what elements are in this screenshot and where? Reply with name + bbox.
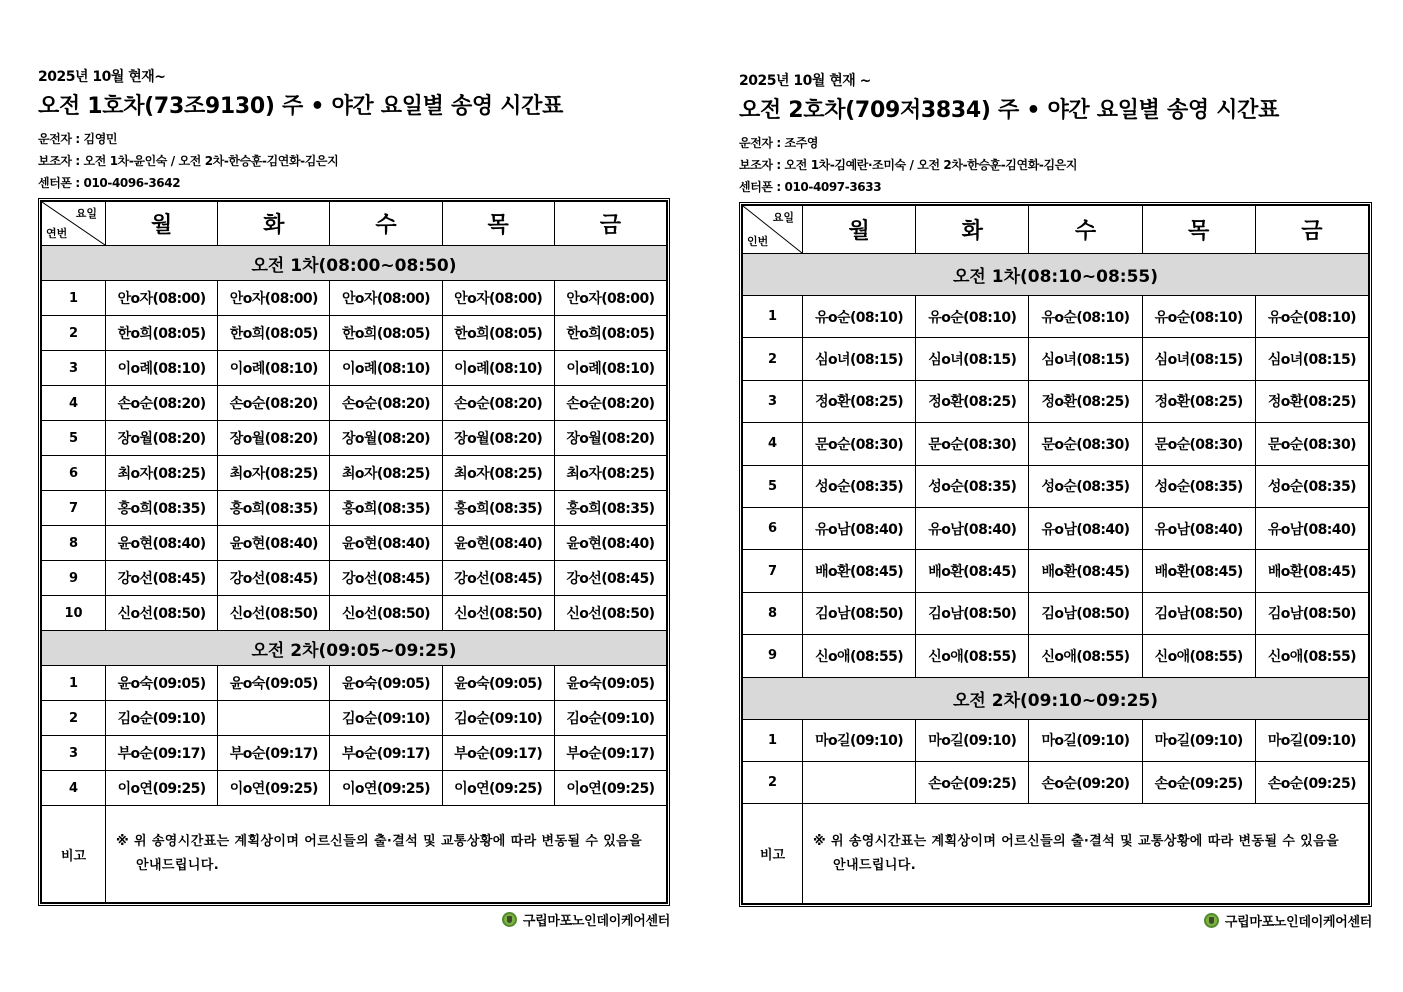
pickup-cell: 신o애(08:55) [916, 635, 1029, 677]
pickup-cell: 강o선(08:45) [554, 561, 666, 596]
row-number: 3 [42, 736, 106, 771]
table-row [743, 423, 1369, 465]
pickup-cell: 손o순(09:20) [1029, 761, 1142, 803]
section-header-row [42, 631, 667, 666]
pickup-cell: 유o순(08:10) [803, 296, 916, 338]
pickup-cell: 강o선(08:45) [106, 561, 218, 596]
pickup-cell: 강o선(08:45) [330, 561, 442, 596]
pickup-cell: 부o순(09:17) [442, 736, 554, 771]
center-phone: 센터폰 : 010-4097-3633 [739, 180, 882, 194]
corner-header [743, 206, 803, 254]
schedule-table [41, 201, 667, 903]
note-cell [106, 806, 667, 903]
row-number: 2 [42, 701, 106, 736]
pickup-cell: 배o환(08:45) [1029, 550, 1142, 592]
row-number: 1 [42, 666, 106, 701]
pickup-cell: 성o순(08:35) [803, 465, 916, 507]
pickup-cell: 윤o현(08:40) [442, 526, 554, 561]
pickup-cell: 심o녀(08:15) [803, 338, 916, 380]
pickup-cell: 한o희(08:05) [442, 316, 554, 351]
row-number: 6 [42, 456, 106, 491]
pickup-cell: 마o길(09:10) [803, 719, 916, 761]
table-row [743, 338, 1369, 380]
note-row [743, 804, 1369, 904]
pickup-cell: 심o녀(08:15) [1029, 338, 1142, 380]
table-row [42, 386, 667, 421]
note-label: 비고 [42, 806, 106, 903]
pickup-cell: 윤o숙(09:05) [218, 666, 330, 701]
pickup-cell: 유o남(08:40) [1029, 507, 1142, 549]
section-label: 오전 2차(09:10~09:25) [743, 677, 1369, 719]
pickup-cell: 홍o희(08:35) [554, 491, 666, 526]
pickup-cell: 배o환(08:45) [1142, 550, 1255, 592]
day-header-wed: 수 [330, 202, 442, 246]
pickup-cell: 손o순(08:20) [554, 386, 666, 421]
pickup-cell: 한o희(08:05) [554, 316, 666, 351]
schedule-table-frame [739, 202, 1372, 907]
pickup-cell: 최o자(08:25) [330, 456, 442, 491]
pickup-cell: 부o순(09:17) [106, 736, 218, 771]
pickup-cell [803, 761, 916, 803]
note-cell [803, 804, 1369, 904]
pickup-cell: 윤o숙(09:05) [554, 666, 666, 701]
pickup-cell [218, 701, 330, 736]
center-name: 구립마포노인데이케어센터 [522, 914, 670, 929]
pickup-cell: 유o남(08:40) [916, 507, 1029, 549]
section-header-row [743, 677, 1369, 719]
row-number: 7 [42, 491, 106, 526]
row-number: 7 [743, 550, 803, 592]
row-number: 2 [743, 338, 803, 380]
note-label: 비고 [743, 804, 803, 904]
row-number: 5 [743, 465, 803, 507]
pickup-cell: 신o애(08:55) [1142, 635, 1255, 677]
pickup-cell: 문o순(08:30) [1142, 423, 1255, 465]
page-title: 오전 1호차(73조9130) 주 • 야간 요일별 송영 시간표 [38, 94, 564, 119]
pickup-cell: 문o순(08:30) [803, 423, 916, 465]
pickup-cell: 한o희(08:05) [218, 316, 330, 351]
table-row [743, 761, 1369, 803]
row-number: 10 [42, 596, 106, 631]
table-row [42, 736, 667, 771]
pickup-cell: 신o선(08:50) [554, 596, 666, 631]
pickup-cell: 이o례(08:10) [442, 351, 554, 386]
row-number: 1 [743, 296, 803, 338]
pickup-cell: 장o월(08:20) [106, 421, 218, 456]
pickup-cell: 정o환(08:25) [1255, 380, 1368, 422]
schedule-table [742, 205, 1369, 904]
day-header-fri: 금 [1255, 206, 1368, 254]
table-row [743, 719, 1369, 761]
pickup-cell: 부o순(09:17) [330, 736, 442, 771]
pickup-cell: 신o애(08:55) [1029, 635, 1142, 677]
pickup-cell: 장o월(08:20) [330, 421, 442, 456]
row-number: 6 [743, 507, 803, 549]
table-row [743, 550, 1369, 592]
note-text: ※ 위 송영시간표는 계획상이며 어르신들의 출·결석 및 교통상황에 따라 변동될 수 있음을 안내드립니다. [116, 834, 643, 873]
pickup-cell: 성o순(08:35) [916, 465, 1029, 507]
pickup-cell: 성o순(08:35) [1255, 465, 1368, 507]
section-header-row [42, 246, 667, 281]
section-header-row [743, 254, 1369, 296]
table-row [42, 596, 667, 631]
pickup-cell: 심o녀(08:15) [916, 338, 1029, 380]
center-phone: 센터폰 : 010-4096-3642 [38, 176, 181, 190]
assistant-info: 보조자 : 오전 1차-김예란·조미숙 / 오전 2차-한승훈-김연화-김은지 [739, 158, 1078, 172]
corner-number-label: 인번 [747, 235, 769, 248]
table-header-row [42, 202, 667, 246]
pickup-cell: 김o남(08:50) [1142, 592, 1255, 634]
table-row [42, 666, 667, 701]
pickup-cell: 최o자(08:25) [106, 456, 218, 491]
pickup-cell: 신o선(08:50) [330, 596, 442, 631]
row-number: 8 [743, 592, 803, 634]
day-header-fri: 금 [554, 202, 666, 246]
corner-number-label: 연번 [46, 227, 68, 240]
table-row [743, 592, 1369, 634]
pickup-cell: 안o자(08:00) [330, 281, 442, 316]
schedule-panel-car2 [739, 70, 1372, 933]
table-row [42, 526, 667, 561]
table-row [42, 491, 667, 526]
pickup-cell: 유o남(08:40) [1142, 507, 1255, 549]
pickup-cell: 정o환(08:25) [1142, 380, 1255, 422]
row-number: 4 [42, 386, 106, 421]
pickup-cell: 문o순(08:30) [916, 423, 1029, 465]
pickup-cell: 문o순(08:30) [1029, 423, 1142, 465]
day-header-mon: 월 [106, 202, 218, 246]
pickup-cell: 유o순(08:10) [916, 296, 1029, 338]
pickup-cell: 김o남(08:50) [803, 592, 916, 634]
row-number: 4 [743, 423, 803, 465]
pickup-cell: 손o순(08:20) [106, 386, 218, 421]
pickup-cell: 안o자(08:00) [442, 281, 554, 316]
section-label: 오전 1차(08:10~08:55) [743, 254, 1369, 296]
pickup-cell: 마o길(09:10) [1029, 719, 1142, 761]
pickup-cell: 유o순(08:10) [1029, 296, 1142, 338]
pickup-cell: 윤o숙(09:05) [442, 666, 554, 701]
table-row [42, 456, 667, 491]
pickup-cell: 최o자(08:25) [218, 456, 330, 491]
pickup-cell: 이o례(08:10) [218, 351, 330, 386]
row-number: 2 [42, 316, 106, 351]
pickup-cell: 장o월(08:20) [218, 421, 330, 456]
day-header-mon: 월 [803, 206, 916, 254]
pickup-cell: 신o선(08:50) [106, 596, 218, 631]
table-row [743, 296, 1369, 338]
pickup-cell: 정o환(08:25) [803, 380, 916, 422]
pickup-cell: 김o순(09:10) [330, 701, 442, 736]
pickup-cell: 마o길(09:10) [1255, 719, 1368, 761]
table-header-row [743, 206, 1369, 254]
day-header-tue: 화 [916, 206, 1029, 254]
pickup-cell: 정o환(08:25) [916, 380, 1029, 422]
corner-day-label: 요일 [772, 211, 794, 224]
pickup-cell: 손o순(09:25) [916, 761, 1029, 803]
row-number: 3 [743, 380, 803, 422]
pickup-cell: 유o남(08:40) [803, 507, 916, 549]
pickup-cell: 윤o숙(09:05) [330, 666, 442, 701]
pickup-cell: 부o순(09:17) [554, 736, 666, 771]
pickup-cell: 손o순(08:20) [442, 386, 554, 421]
table-row [42, 421, 667, 456]
pickup-cell: 안o자(08:00) [106, 281, 218, 316]
pickup-cell: 강o선(08:45) [442, 561, 554, 596]
pickup-cell: 이o례(08:10) [554, 351, 666, 386]
corner-header [42, 202, 106, 246]
row-number: 1 [42, 281, 106, 316]
table-row [42, 771, 667, 806]
pickup-cell: 신o선(08:50) [218, 596, 330, 631]
pickup-cell: 김o순(09:10) [106, 701, 218, 736]
pickup-cell: 부o순(09:17) [218, 736, 330, 771]
pickup-cell: 정o환(08:25) [1029, 380, 1142, 422]
pickup-cell: 윤o현(08:40) [554, 526, 666, 561]
pickup-cell: 강o선(08:45) [218, 561, 330, 596]
pickup-cell: 성o순(08:35) [1142, 465, 1255, 507]
table-row [42, 351, 667, 386]
table-row [42, 316, 667, 351]
pickup-cell: 배o환(08:45) [916, 550, 1029, 592]
section-label: 오전 1차(08:00~08:50) [42, 246, 667, 281]
pickup-cell: 한o희(08:05) [106, 316, 218, 351]
table-row [743, 635, 1369, 677]
pickup-cell: 이o연(09:25) [330, 771, 442, 806]
page-title: 오전 2호차(709저3834) 주 • 야간 요일별 송영 시간표 [739, 98, 1280, 123]
pickup-cell: 홍o희(08:35) [106, 491, 218, 526]
pickup-cell: 배o환(08:45) [803, 550, 916, 592]
pickup-cell: 손o순(09:25) [1255, 761, 1368, 803]
pickup-cell: 윤o현(08:40) [218, 526, 330, 561]
pickup-cell: 마o길(09:10) [916, 719, 1029, 761]
pickup-cell: 마o길(09:10) [1142, 719, 1255, 761]
driver-info: 운전자 : 조주영 [739, 136, 819, 150]
pickup-cell: 안o자(08:00) [218, 281, 330, 316]
pickup-cell: 윤o현(08:40) [106, 526, 218, 561]
center-footer [38, 912, 670, 932]
driver-info: 운전자 : 김영민 [38, 132, 118, 146]
pickup-cell: 김o남(08:50) [916, 592, 1029, 634]
center-logo-icon [502, 912, 517, 927]
as-of-date: 2025년 10월 현재~ [38, 69, 166, 85]
pickup-cell: 안o자(08:00) [554, 281, 666, 316]
corner-day-label: 요일 [75, 207, 97, 220]
pickup-cell: 이o례(08:10) [330, 351, 442, 386]
table-row [743, 380, 1369, 422]
pickup-cell: 홍o희(08:35) [442, 491, 554, 526]
pickup-cell: 김o순(09:10) [554, 701, 666, 736]
pickup-cell: 성o순(08:35) [1029, 465, 1142, 507]
pickup-cell: 유o남(08:40) [1255, 507, 1368, 549]
table-row [743, 465, 1369, 507]
pickup-cell: 김o순(09:10) [442, 701, 554, 736]
pickup-cell: 신o선(08:50) [442, 596, 554, 631]
pickup-cell: 김o남(08:50) [1029, 592, 1142, 634]
row-number: 4 [42, 771, 106, 806]
row-number: 9 [42, 561, 106, 596]
note-row [42, 806, 667, 903]
pickup-cell: 이o연(09:25) [442, 771, 554, 806]
pickup-cell: 이o연(09:25) [554, 771, 666, 806]
pickup-cell: 최o자(08:25) [554, 456, 666, 491]
row-number: 8 [42, 526, 106, 561]
pickup-cell: 신o애(08:55) [1255, 635, 1368, 677]
pickup-cell: 홍o희(08:35) [218, 491, 330, 526]
as-of-date: 2025년 10월 현재 ~ [739, 73, 871, 89]
pickup-cell: 이o연(09:25) [106, 771, 218, 806]
pickup-cell: 손o순(09:25) [1142, 761, 1255, 803]
assistant-info: 보조자 : 오전 1차-윤인숙 / 오전 2차-한승훈-김연화-김은지 [38, 154, 339, 168]
row-number: 2 [743, 761, 803, 803]
pickup-cell: 이o연(09:25) [218, 771, 330, 806]
day-header-thu: 목 [1142, 206, 1255, 254]
pickup-cell: 손o순(08:20) [330, 386, 442, 421]
schedule-panel-car1 [38, 66, 670, 932]
pickup-cell: 심o녀(08:15) [1255, 338, 1368, 380]
center-name: 구립마포노인데이케어센터 [1224, 915, 1372, 931]
pickup-cell: 유o순(08:10) [1142, 296, 1255, 338]
pickup-cell: 문o순(08:30) [1255, 423, 1368, 465]
pickup-cell: 유o순(08:10) [1255, 296, 1368, 338]
row-number: 1 [743, 719, 803, 761]
pickup-cell: 김o남(08:50) [1255, 592, 1368, 634]
note-text: ※ 위 송영시간표는 계획상이며 어르신들의 출·결석 및 교통상황에 따라 변동될 수 있음을 안내드립니다. [813, 833, 1340, 873]
day-header-thu: 목 [442, 202, 554, 246]
schedule-table-frame [38, 198, 670, 906]
pickup-cell: 손o순(08:20) [218, 386, 330, 421]
pickup-cell: 심o녀(08:15) [1142, 338, 1255, 380]
pickup-cell: 최o자(08:25) [442, 456, 554, 491]
pickup-cell: 윤o현(08:40) [330, 526, 442, 561]
pickup-cell: 장o월(08:20) [554, 421, 666, 456]
table-row [42, 561, 667, 596]
row-number: 9 [743, 635, 803, 677]
pickup-cell: 한o희(08:05) [330, 316, 442, 351]
center-logo-icon [1204, 913, 1219, 928]
center-footer [739, 913, 1372, 933]
pickup-cell: 신o애(08:55) [803, 635, 916, 677]
section-label: 오전 2차(09:05~09:25) [42, 631, 667, 666]
row-number: 5 [42, 421, 106, 456]
row-number: 3 [42, 351, 106, 386]
table-row [42, 281, 667, 316]
day-header-wed: 수 [1029, 206, 1142, 254]
table-row [42, 701, 667, 736]
pickup-cell: 장o월(08:20) [442, 421, 554, 456]
pickup-cell: 윤o숙(09:05) [106, 666, 218, 701]
table-row [743, 507, 1369, 549]
pickup-cell: 이o례(08:10) [106, 351, 218, 386]
day-header-tue: 화 [218, 202, 330, 246]
pickup-cell: 홍o희(08:35) [330, 491, 442, 526]
pickup-cell: 배o환(08:45) [1255, 550, 1368, 592]
